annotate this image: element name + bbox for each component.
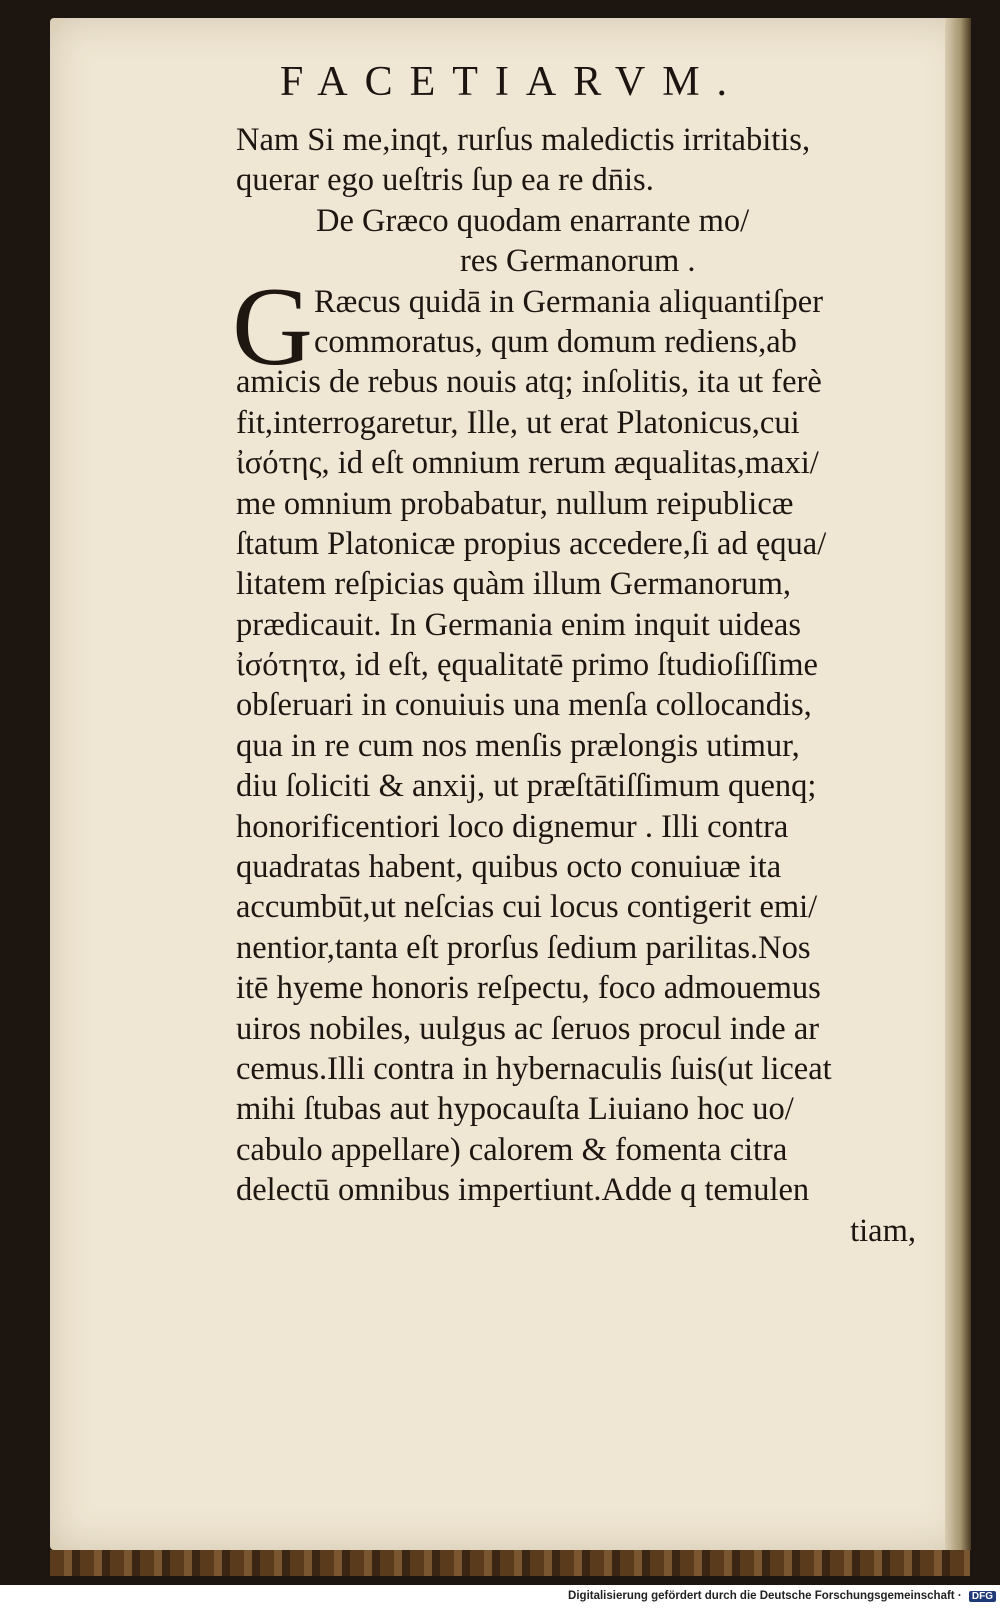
drop-initial: G bbox=[232, 265, 313, 389]
text-line: amicis de rebus nouis atq; inſolitis, ita ut ferè bbox=[236, 364, 822, 401]
text-line: Ræcus quidā in Germania aliquantiſper bbox=[314, 283, 824, 320]
text-line: diu ſoliciti & anxij, ut præſtātiſſimum quenq; bbox=[236, 768, 817, 805]
text-line: cabulo appellare) calorem & fomenta citra bbox=[236, 1131, 788, 1168]
text-line: delectū omnibus impertiunt.Adde q temulen bbox=[236, 1172, 810, 1209]
text-line: ſtatum Platonicæ propius accedere,ſi ad ęqua/ bbox=[236, 525, 827, 562]
text-line: honorificentiori loco dignemur . Illi contra bbox=[236, 808, 789, 845]
text-line: ἰσότης, id eſt omnium rerum æqualitas,maxi/ bbox=[236, 445, 819, 482]
text-line: itē hyeme honoris reſpectu, foco admouemus bbox=[236, 970, 821, 1007]
section-heading: De Græco quodam enarrante mo/ bbox=[316, 202, 750, 239]
text-line: Nam Si me,inqt, rurſus maledictis irritabitis, bbox=[236, 122, 811, 158]
text-line: accumbūt,ut neſcias cui locus contigerit emi/ bbox=[236, 889, 818, 926]
text-line: obſeruari in conuiuis una menſa collocandis, bbox=[236, 687, 812, 724]
text-line: nentior,tanta eſt prorſus ſedium parilitas.Nos bbox=[236, 929, 811, 966]
text-line: querar ego ueſtris ſup ea re dn̄is. bbox=[236, 162, 654, 199]
section-heading: res Germanorum . bbox=[460, 243, 696, 280]
text-line: fit,interrogaretur, Ille, ut erat Platonicus,cui bbox=[236, 404, 800, 441]
separator: · bbox=[957, 1590, 962, 1602]
text-line: uiros nobiles, uulgus ac ſeruos procul inde ar bbox=[236, 1010, 820, 1047]
body-text bbox=[236, 120, 936, 1251]
credit-text: Digitalisierung gefördert durch die Deutsche Forschungsgemeinschaft bbox=[568, 1590, 955, 1602]
catchword: tiam, bbox=[850, 1212, 916, 1249]
text-line: mihi ſtubas aut hypocauſta Liuiano hoc uo/ bbox=[236, 1091, 794, 1128]
footer-credit bbox=[0, 1590, 996, 1602]
text-line: cemus.Illi contra in hybernaculis ſuis(ut liceat bbox=[236, 1050, 832, 1087]
text-line: prædicauit. In Germania enim inquit uideas bbox=[236, 606, 801, 643]
text-line: quadratas habent, quibus octo conuiuæ ita bbox=[236, 849, 782, 886]
text-line: me omnium probabatur, nullum reipublicæ bbox=[236, 485, 794, 522]
running-head: FACETIARVM. bbox=[280, 59, 745, 105]
text-line: commoratus, qum domum rediens,ab bbox=[314, 323, 797, 360]
dfg-logo: DFG bbox=[969, 1591, 996, 1602]
text-line: ἰσότητα, id eſt, ęqualitatē primo ſtudioſiſſime bbox=[236, 647, 818, 684]
page-gutter bbox=[945, 18, 971, 1550]
text-line: litatem reſpicias quàm illum Germanorum, bbox=[236, 566, 792, 603]
page-edge bbox=[50, 1550, 970, 1576]
text-line: qua in re cum nos menſis prælongis utimur, bbox=[236, 727, 800, 764]
